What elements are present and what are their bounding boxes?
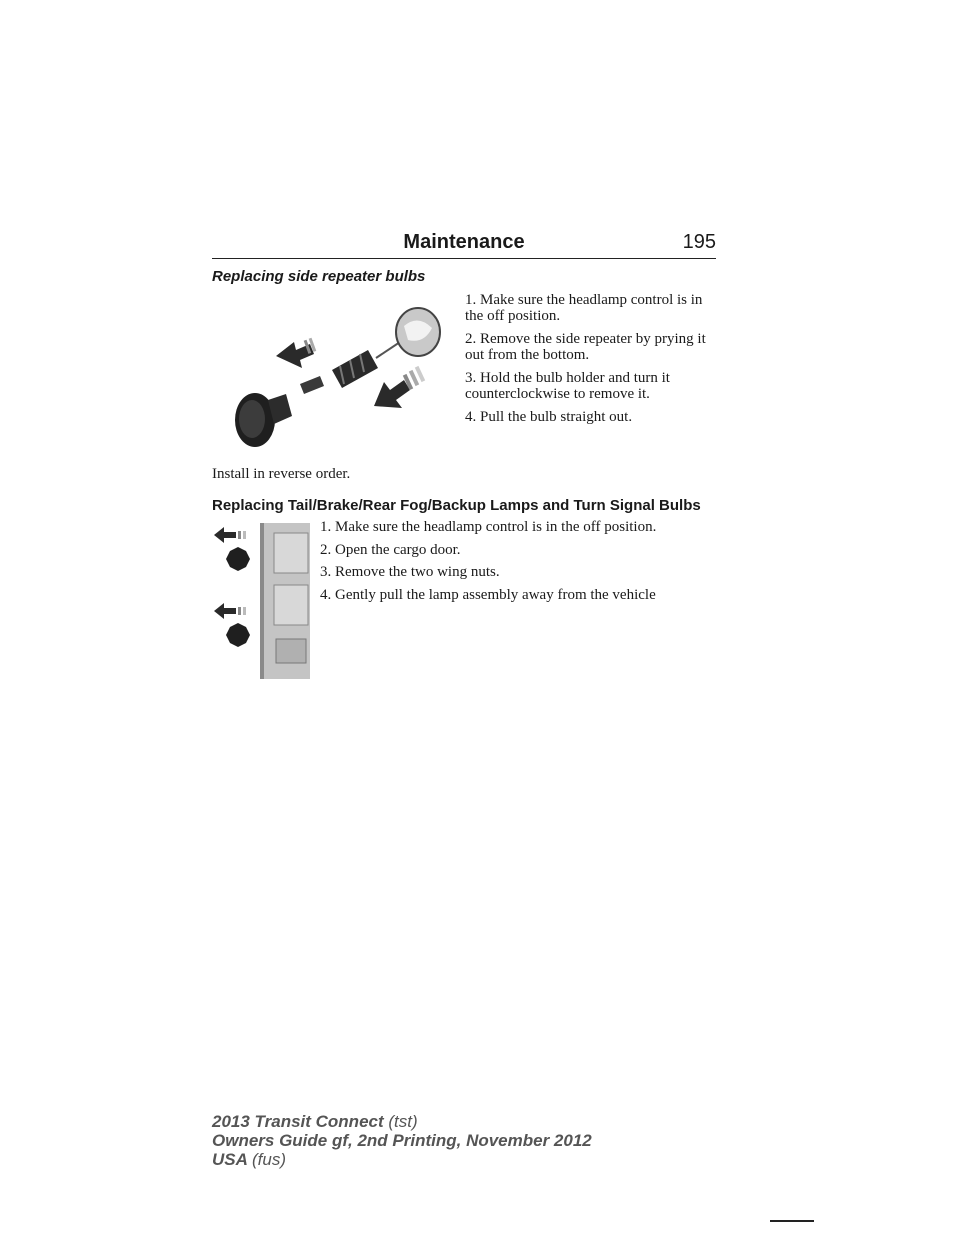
list-item: 3. Hold the bulb holder and turn it counterclockwise to remove it. (465, 370, 670, 402)
footer-divider (770, 1220, 814, 1222)
page-footer (212, 1112, 592, 1169)
heading-tail-lamps: Replacing Tail/Brake/Rear Fog/Backup Lamps and Turn Signal Bulbs (212, 497, 701, 514)
heading-side-repeater: Replacing side repeater bulbs (212, 268, 426, 285)
list-item: 2. Remove the side repeater by prying it out from the bottom. (465, 331, 706, 363)
list-item: 2. Open the cargo door. (320, 541, 461, 558)
footer-market-code: (fus) (252, 1150, 286, 1169)
list-item: 1. Make sure the headlamp control is in the off position. (320, 519, 657, 535)
section-title: Maintenance (403, 231, 525, 253)
footer-model: 2013 Transit Connect (212, 1112, 384, 1131)
footer-line-3 (212, 1150, 592, 1169)
tail-lamp-steps (320, 519, 720, 609)
list-item: 3. Remove the two wing nuts. (320, 564, 500, 580)
header-divider (212, 258, 716, 259)
list-item: 1. Make sure the headlamp control is in the off position. (465, 292, 703, 324)
footer-model-code: (tst) (388, 1112, 418, 1131)
footer-market: USA (212, 1150, 248, 1169)
install-note: Install in reverse order. (212, 466, 351, 482)
list-item: 4. Pull the bulb straight out. (465, 409, 633, 425)
wing-nut-removal-illustration (212, 519, 314, 681)
footer-line-1 (212, 1112, 592, 1131)
side-repeater-bulb-illustration (228, 298, 460, 450)
side-repeater-steps (465, 292, 715, 432)
list-item: 4. Gently pull the lamp assembly away from the vehicle (320, 586, 656, 603)
footer-line-2: Owners Guide gf, 2nd Printing, November 2012 (212, 1131, 592, 1150)
page-header (212, 229, 716, 255)
page-number: 195 (682, 231, 716, 253)
